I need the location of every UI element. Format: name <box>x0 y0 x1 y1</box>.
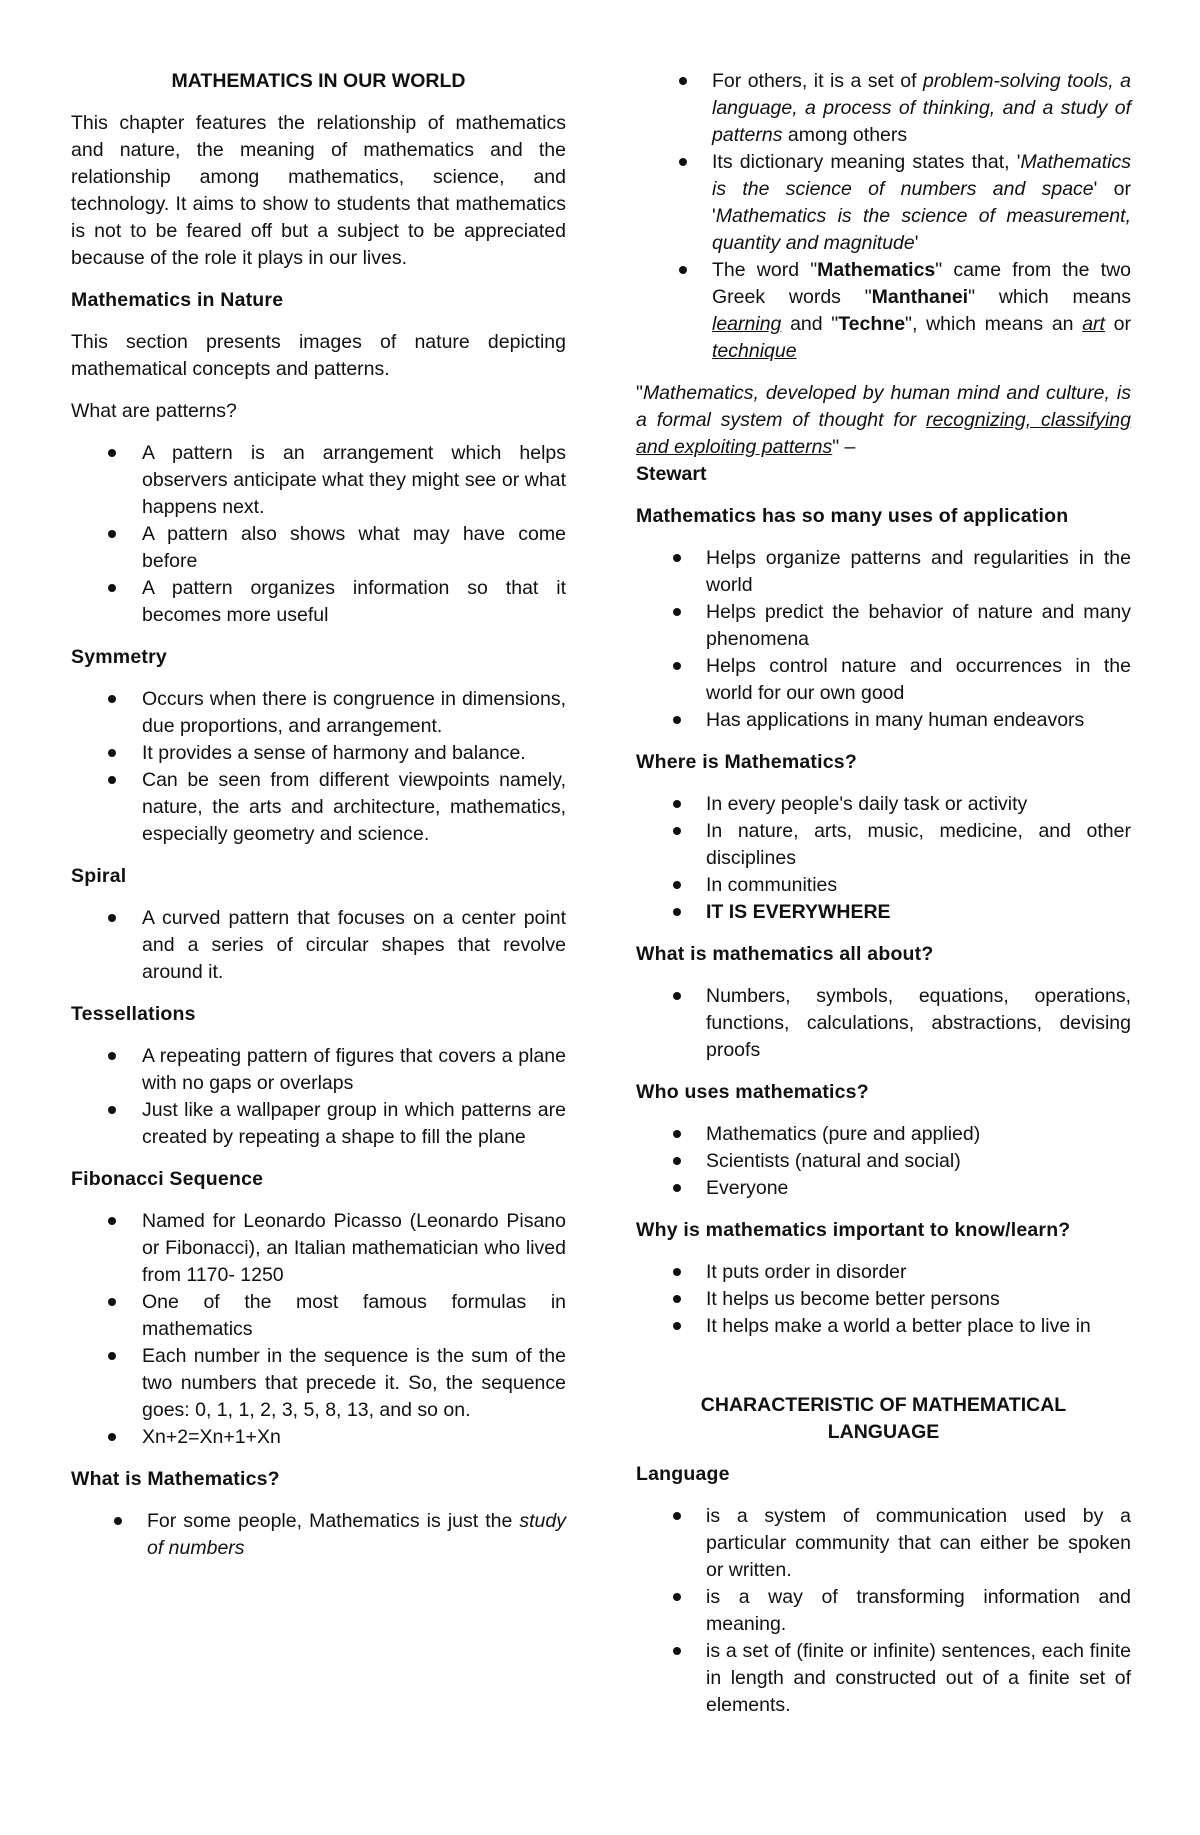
list-item-text: Can be seen from different viewpoints namely, nature, the arts and architecture, mathematics, especially geometry and science. <box>142 769 566 845</box>
list-item <box>71 1343 566 1424</box>
list-item <box>71 767 566 848</box>
list-item <box>636 1638 1131 1719</box>
list-item: For some people, Mathematics is just the study of numbers <box>71 1508 566 1562</box>
list-item <box>636 1175 1131 1202</box>
list-item <box>636 1121 1131 1148</box>
list-item <box>636 983 1131 1064</box>
fibonacci-list <box>71 1208 566 1451</box>
bullet-icon <box>679 158 687 166</box>
nature-heading: Mathematics in Nature <box>71 289 284 311</box>
about-heading: What is mathematics all about? <box>636 943 934 965</box>
bullet-icon <box>108 1052 116 1060</box>
bullet-icon <box>673 1184 681 1192</box>
who-list <box>636 1121 1131 1202</box>
list-item <box>71 1097 566 1151</box>
bullet-icon <box>673 1295 681 1303</box>
list-item-text: is a set of (finite or infinite) sentences, each finite in length and constructed out of a finite set of elements. <box>706 1640 1131 1716</box>
list-item <box>636 872 1131 899</box>
list-item-text: Helps control nature and occurrences in the world for our own good <box>706 655 1131 704</box>
bullet-icon <box>108 1433 116 1441</box>
list-item <box>71 905 566 986</box>
list-item <box>71 575 566 629</box>
list-item <box>636 599 1131 653</box>
list-item <box>636 545 1131 599</box>
bullet-icon <box>108 449 116 457</box>
bullet-icon <box>108 584 116 592</box>
list-item <box>636 1313 1131 1340</box>
list-item-text: It helps make a world a better place to live in <box>706 1315 1091 1337</box>
stewart-quote: "Mathematics, developed by human mind and culture, is a formal system of thought for recognizing, classifying and exploiting patterns" – Stewart <box>636 382 1131 485</box>
symmetry-heading: Symmetry <box>71 646 167 668</box>
list-item <box>71 740 566 767</box>
patterns-question: What are patterns? <box>71 400 237 422</box>
bullet-icon <box>679 77 687 85</box>
bullet-icon <box>108 749 116 757</box>
bullet-icon <box>673 992 681 1000</box>
bullet-icon <box>108 776 116 784</box>
bullet-icon <box>673 662 681 670</box>
why-list <box>636 1259 1131 1340</box>
nature-paragraph: This section presents images of nature depicting mathematical concepts and patterns. <box>71 331 566 380</box>
bullet-icon <box>108 530 116 538</box>
uses-heading: Mathematics has so many uses of application <box>636 505 1069 527</box>
list-item <box>636 1259 1131 1286</box>
what-is-math-heading: What is Mathematics? <box>71 1468 280 1490</box>
list-item: Its dictionary meaning states that, 'Mathematics is the science of numbers and space' or 'Mathematics is the science of measurement, quantity and magnitude' <box>636 149 1131 257</box>
bullet-icon <box>108 1217 116 1225</box>
list-item-text: Scientists (natural and social) <box>706 1150 961 1172</box>
bullet-icon <box>108 1106 116 1114</box>
list-item-text: One of the most famous formulas in mathematics <box>142 1291 566 1340</box>
bullet-icon <box>108 914 116 922</box>
list-item-text: In every people's daily task or activity <box>706 793 1028 815</box>
document-title: MATHEMATICS IN OUR WORLD <box>171 70 466 92</box>
tessellations-list <box>71 1043 566 1151</box>
list-item <box>71 1424 566 1451</box>
list-item-text: Numbers, symbols, equations, operations, functions, calculations, abstractions, devising proofs <box>706 985 1131 1061</box>
list-item: IT IS EVERYWHERE <box>636 899 1131 926</box>
list-item <box>636 707 1131 734</box>
list-item <box>636 1503 1131 1584</box>
list-item-text: Everyone <box>706 1177 789 1199</box>
list-item: For others, it is a set of problem-solving tools, a language, a process of thinking, and a study of patterns among others <box>636 68 1131 149</box>
about-list <box>636 983 1131 1064</box>
bullet-icon <box>673 800 681 808</box>
bullet-icon <box>108 695 116 703</box>
list-item-text: Mathematics (pure and applied) <box>706 1123 981 1145</box>
list-item: The word "Mathematics" came from the two Greek words "Manthanei" which means learning and "Techne", which means an art or technique <box>636 257 1131 365</box>
list-item-text: Named for Leonardo Picasso (Leonardo Pisano or Fibonacci), an Italian mathematician who lived from 1170- 1250 <box>142 1210 566 1286</box>
list-item-text: It provides a sense of harmony and balance. <box>142 742 526 764</box>
symmetry-list <box>71 686 566 848</box>
bullet-icon <box>114 1517 122 1525</box>
bullet-icon <box>673 1512 681 1520</box>
left-column <box>71 68 566 1577</box>
list-item <box>636 1148 1131 1175</box>
list-item <box>71 1289 566 1343</box>
bullet-icon <box>673 716 681 724</box>
list-item <box>636 653 1131 707</box>
spiral-list <box>71 905 566 986</box>
right-column <box>636 68 1131 1734</box>
tessellations-heading: Tessellations <box>71 1003 196 1025</box>
list-item <box>71 521 566 575</box>
bullet-icon <box>108 1298 116 1306</box>
list-item-text: A pattern organizes information so that it becomes more useful <box>142 577 566 626</box>
intro-paragraph: This chapter features the relationship of mathematics and nature, the meaning of mathematics and the relationship among mathematics, science, and technology. It aims to show to students that mathematics is not to be feared off but a subject to be appreciated because of the role it plays in our lives. <box>71 112 566 269</box>
bullet-icon <box>673 1268 681 1276</box>
list-item-text: Has applications in many human endeavors <box>706 709 1085 731</box>
list-item <box>636 1584 1131 1638</box>
spiral-heading: Spiral <box>71 865 127 887</box>
definitions-list <box>636 68 1131 365</box>
list-item-text: It puts order in disorder <box>706 1261 907 1283</box>
list-item-text: A pattern is an arrangement which helps observers anticipate what they might see or what happens next. <box>142 442 566 518</box>
bullet-icon <box>673 881 681 889</box>
list-item-text: is a system of communication used by a particular community that can either be spoken or written. <box>706 1505 1131 1581</box>
uses-list <box>636 545 1131 734</box>
bullet-icon <box>673 554 681 562</box>
list-item-text: is a way of transforming information and meaning. <box>706 1586 1131 1635</box>
bullet-icon <box>673 908 681 916</box>
where-heading: Where is Mathematics? <box>636 751 857 773</box>
list-item <box>636 1286 1131 1313</box>
list-item-text: Occurs when there is congruence in dimensions, due proportions, and arrangement. <box>142 688 566 737</box>
bullet-icon <box>679 266 687 274</box>
bullet-icon <box>673 1130 681 1138</box>
list-item-text: Each number in the sequence is the sum of the two numbers that precede it. So, the sequence goes: 0, 1, 1, 2, 3, 5, 8, 13, and so on. <box>142 1345 566 1421</box>
list-item-text: In nature, arts, music, medicine, and other disciplines <box>706 820 1131 869</box>
list-item <box>71 440 566 521</box>
bullet-icon <box>673 1157 681 1165</box>
list-item-text: Helps organize patterns and regularities in the world <box>706 547 1131 596</box>
bullet-icon <box>673 827 681 835</box>
who-heading: Who uses mathematics? <box>636 1081 869 1103</box>
list-item-text: Helps predict the behavior of nature and many phenomena <box>706 601 1131 650</box>
language-list <box>636 1503 1131 1719</box>
list-item-text: A curved pattern that focuses on a center point and a series of circular shapes that revolve around it. <box>142 907 566 983</box>
list-item-text: Xn+2=Xn+1+Xn <box>142 1426 281 1448</box>
bullet-icon <box>673 1322 681 1330</box>
bullet-icon <box>673 1647 681 1655</box>
bullet-icon <box>108 1352 116 1360</box>
list-item <box>636 818 1131 872</box>
where-list <box>636 791 1131 926</box>
list-item-text: It helps us become better persons <box>706 1288 1000 1310</box>
list-item <box>71 1208 566 1289</box>
why-heading: Why is mathematics important to know/learn? <box>636 1219 1071 1241</box>
characteristic-title: CHARACTERISTIC OF MATHEMATICAL LANGUAGE <box>700 1394 1067 1443</box>
bullet-icon <box>673 608 681 616</box>
list-item-text: Just like a wallpaper group in which patterns are created by repeating a shape to fill the plane <box>142 1099 566 1148</box>
what-is-math-list <box>71 1508 566 1562</box>
language-heading: Language <box>636 1463 730 1485</box>
list-item <box>71 686 566 740</box>
patterns-list <box>71 440 566 629</box>
bullet-icon <box>673 1593 681 1601</box>
fibonacci-heading: Fibonacci Sequence <box>71 1168 264 1190</box>
list-item-text: In communities <box>706 874 838 896</box>
list-item <box>636 791 1131 818</box>
list-item-text: A pattern also shows what may have come before <box>142 523 566 572</box>
list-item <box>71 1043 566 1097</box>
list-item-text: A repeating pattern of figures that covers a plane with no gaps or overlaps <box>142 1045 566 1094</box>
